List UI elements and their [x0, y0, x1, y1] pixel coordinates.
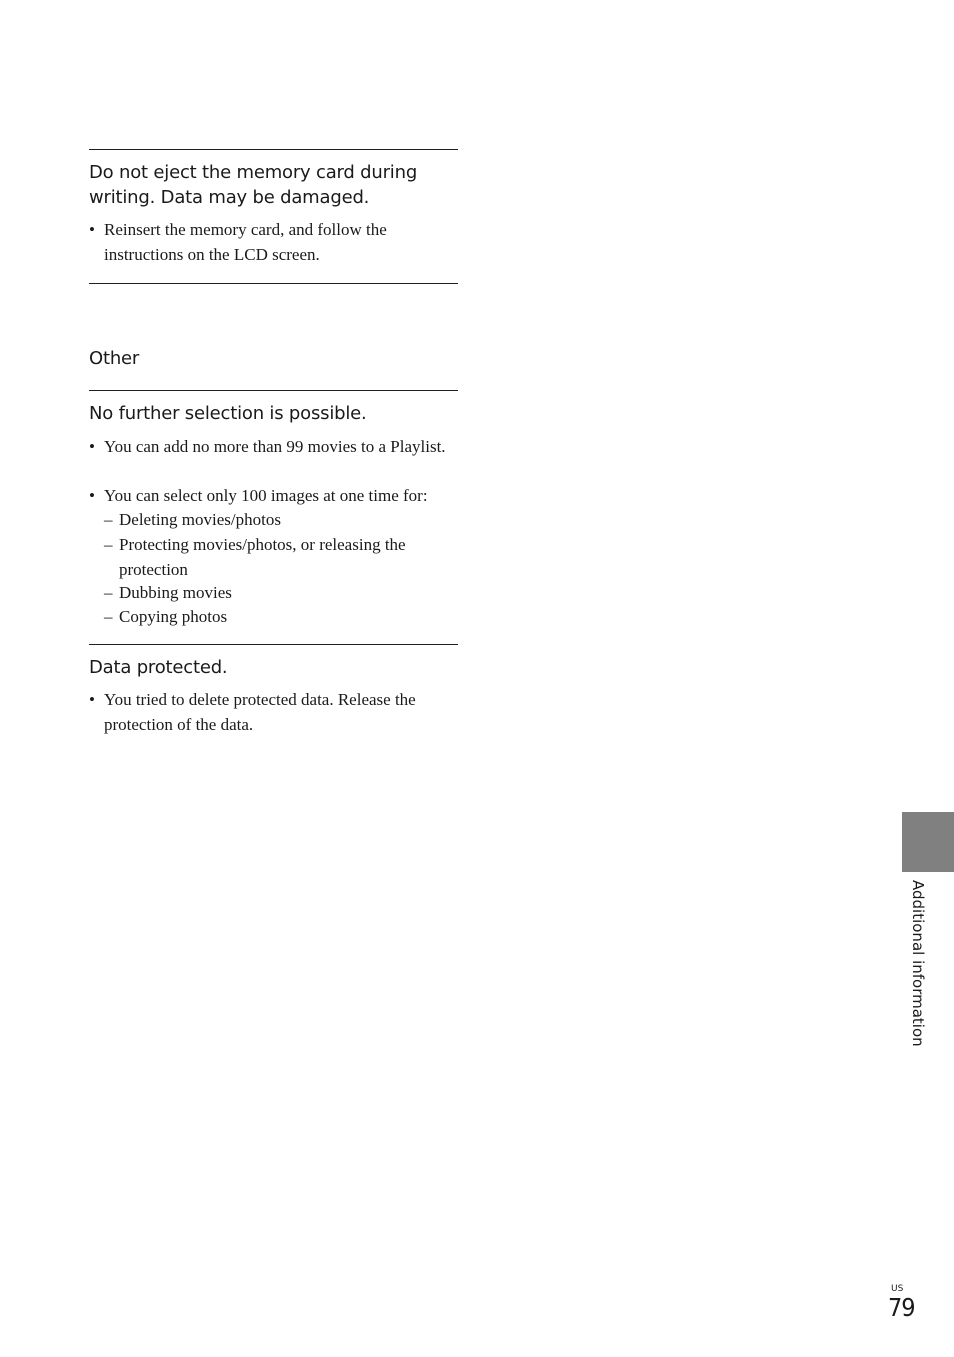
dash-mark: – [104, 510, 113, 529]
bullet-mark: • [89, 486, 95, 505]
dash-mark: – [104, 607, 113, 626]
sub-item [104, 605, 458, 630]
bullet-item [89, 218, 458, 267]
sub-item-text: Protecting movies/photos, or releasing the protection [119, 535, 406, 579]
sub-item-text: Dubbing movies [119, 583, 232, 602]
chapter-tab-label: Additional information [909, 880, 927, 1047]
section-bottom-rule [89, 283, 458, 284]
section-title: Other [89, 348, 140, 369]
sub-item-text: Deleting movies/photos [119, 510, 281, 529]
bullet-item [89, 435, 458, 460]
bullet-text: You tried to delete protected data. Release the protection of the data. [104, 690, 416, 734]
sub-item [104, 533, 458, 582]
dash-mark: – [104, 583, 113, 602]
entry-divider-rule [89, 644, 458, 645]
bullet-mark: • [89, 437, 95, 456]
bullet-mark: • [89, 220, 95, 239]
bullet-item [89, 688, 458, 737]
bullet-item [89, 484, 458, 509]
chapter-tab-marker [902, 812, 954, 872]
bullet-mark: • [89, 690, 95, 709]
message-heading: No further selection is possible. [89, 403, 367, 424]
dash-mark: – [104, 535, 113, 554]
bullet-text: You can add no more than 99 movies to a Playlist. [104, 437, 446, 456]
message-heading: Do not eject the memory card during writing. Data may be damaged. [89, 162, 418, 208]
entry-top-rule [89, 390, 458, 391]
section-top-rule [89, 149, 458, 150]
sub-item [104, 581, 458, 606]
bullet-text: Reinsert the memory card, and follow the instructions on the LCD screen. [104, 220, 387, 264]
sub-item [104, 508, 458, 533]
page-number: 79 [888, 1293, 915, 1322]
region-code: US [891, 1284, 904, 1294]
sub-item-text: Copying photos [119, 607, 228, 626]
message-heading: Data protected. [89, 657, 228, 678]
bullet-text: You can select only 100 images at one time for: [104, 486, 428, 505]
